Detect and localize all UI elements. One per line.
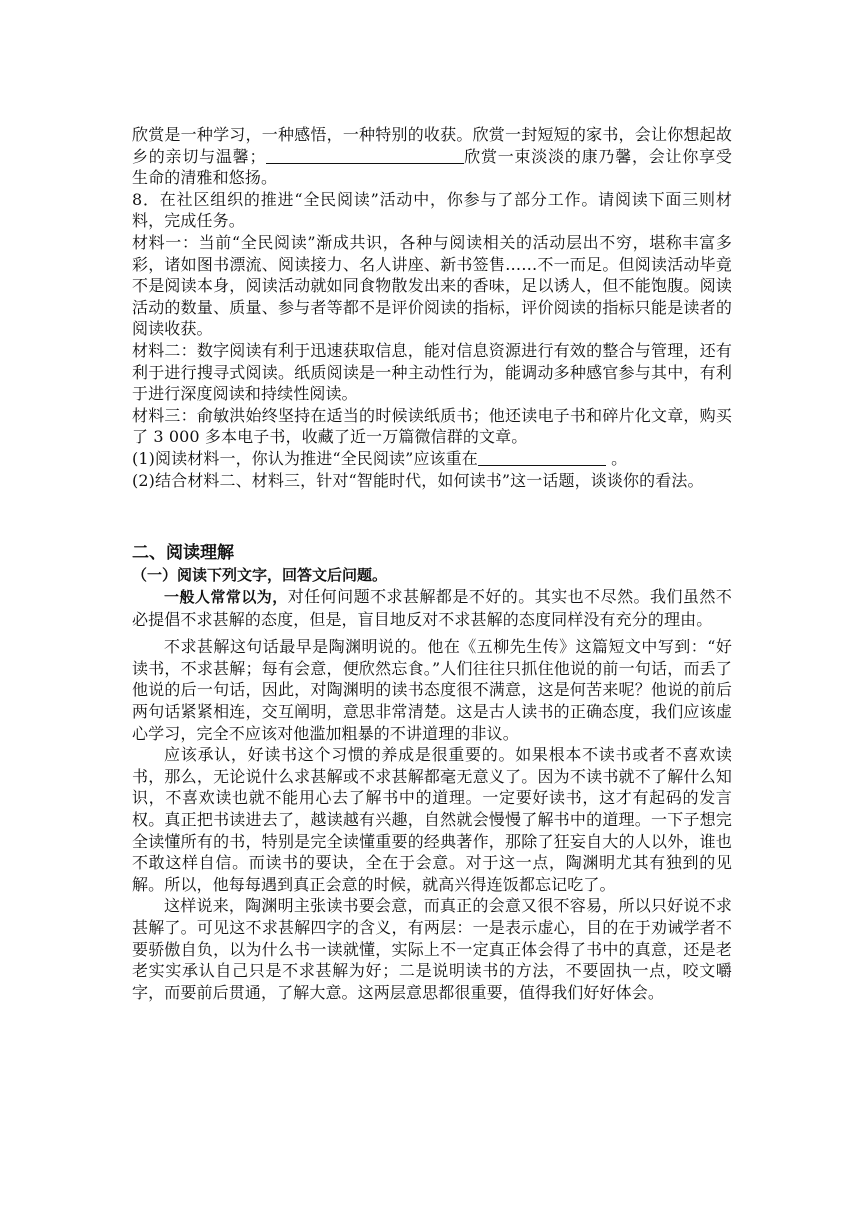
material-2: 材料二：数字阅读有利于迅速获取信息，能对信息资源进行有效的整合与管理，还有利于进行搜寻式阅读。纸质阅读是一种主动性行为，能调动多种感官参与其中，有利于进行深度阅读和持续性阅读。	[132, 340, 732, 404]
section-2-title: 二、阅读理解	[132, 543, 234, 564]
passage-paragraph-1-rest: 对任何问题不求甚解都是不好的。其实也不尽然。我们虽然不必提倡不求甚解的态度，但是，盲目地反对不求甚解的态度同样没有充分的理由。	[132, 587, 732, 629]
q7-text-after-blank: 欣赏一束淡淡的康乃馨，会让你享受生命的清雅和悠扬。	[132, 146, 732, 188]
material-3: 材料三：俞敏洪始终坚持在适当的时候读纸质书；他还读电子书和碎片化文章，购买了 3 000 多本电子书，收藏了近一万篇微信群的文章。	[132, 405, 732, 447]
passage-paragraph-1	[132, 586, 732, 630]
q7-answer-blank[interactable]	[266, 148, 464, 164]
question-7-text	[132, 124, 732, 189]
document-page	[132, 124, 732, 1003]
section-2-subtitle: （一）阅读下列文字，回答文后问题。	[132, 566, 388, 585]
sub-question-1	[132, 448, 732, 470]
sub-question-1-answer-blank[interactable]	[478, 450, 606, 466]
passage-paragraph-1-lead: 一般人常常以为，	[164, 588, 288, 607]
sub-question-1-end: 。	[605, 448, 628, 468]
sub-question-1-text: (1)阅读材料一，你认为推进“全民阅读”应该重在	[132, 448, 478, 468]
sub-question-2: (2)结合材料二、材料三，针对“智能时代，如何读书”这一话题，谈谈你的看法。	[132, 470, 704, 490]
passage-paragraph-2: 不求甚解这句话最早是陶渊明说的。他在《五柳先生传》这篇短文中写到：“好读书，不求甚解；每有会意，便欣然忘食。”人们往往只抓住他说的前一句话，而丢了他说的后一句话，因此，对陶渊明的读书态度很不满意，这是何苦来呢？他说的前后两句话紧紧相连，交互阐明，意思非常清楚。这是古人读书的正确态度，我们应该虚心学习，完全不应该对他滥加粗暴的不讲道理的非议。	[132, 637, 732, 743]
passage-paragraph-3: 应该承认，好读书这个习惯的养成是很重要的。如果根本不读书或者不喜欢读书，那么，无论说什么求甚解或不求甚解都毫无意义了。因为不读书就不了解什么知识，不喜欢读也就不能用心去了解书中的道理。一定要好读书，这才有起码的发言权。真正把书读进去了，越读越有兴趣，自然就会慢慢了解书中的道理。一下子想完全读懂所有的书，特别是完全读懂重要的经典著作，那除了狂妄自大的人以外，谁也不敢这样自信。而读书的要诀，全在于会意。对于这一点，陶渊明尤其有独到的见解。所以，他每每遇到真正会意的时候，就高兴得连饭都忘记吃了。	[132, 745, 732, 894]
passage-paragraph-4: 这样说来，陶渊明主张读书要会意，而真正的会意又很不容易，所以只好说不求甚解了。可见这不求甚解四字的含义，有两层：一是表示虚心，目的在于劝诫学者不要骄傲自负，以为什么书一读就懂，实际上不一定真正体会得了书中的真意，还是老老实实承认自己只是不求甚解为好；二是说明读书的方法，不要固执一点，咬文嚼字，而要前后贯通，了解大意。这两层意思都很重要，值得我们好好体会。	[132, 896, 732, 1002]
question-8-stem: 8．在社区组织的推进“全民阅读”活动中，你参与了部分工作。请阅读下面三则材料，完成任务。	[132, 189, 732, 231]
material-1: 材料一：当前“全民阅读”渐成共识，各种与阅读相关的活动层出不穷，堪称丰富多彩，诸如图书漂流、阅读接力、名人讲座、新书签售……不一而足。但阅读活动毕竟不是阅读本身，阅读活动就如同食物散发出来的香味，足以诱人，但不能饱腹。阅读活动的数量、质量、参与者等都不是评价阅读的指标，评价阅读的指标只能是读者的阅读收获。	[132, 232, 732, 339]
q7-text-before-blank: 欣赏是一种学习，一种感悟，一种特别的收获。欣赏一封短短的家书，会让你想起故乡的亲切与温馨；	[132, 125, 732, 166]
